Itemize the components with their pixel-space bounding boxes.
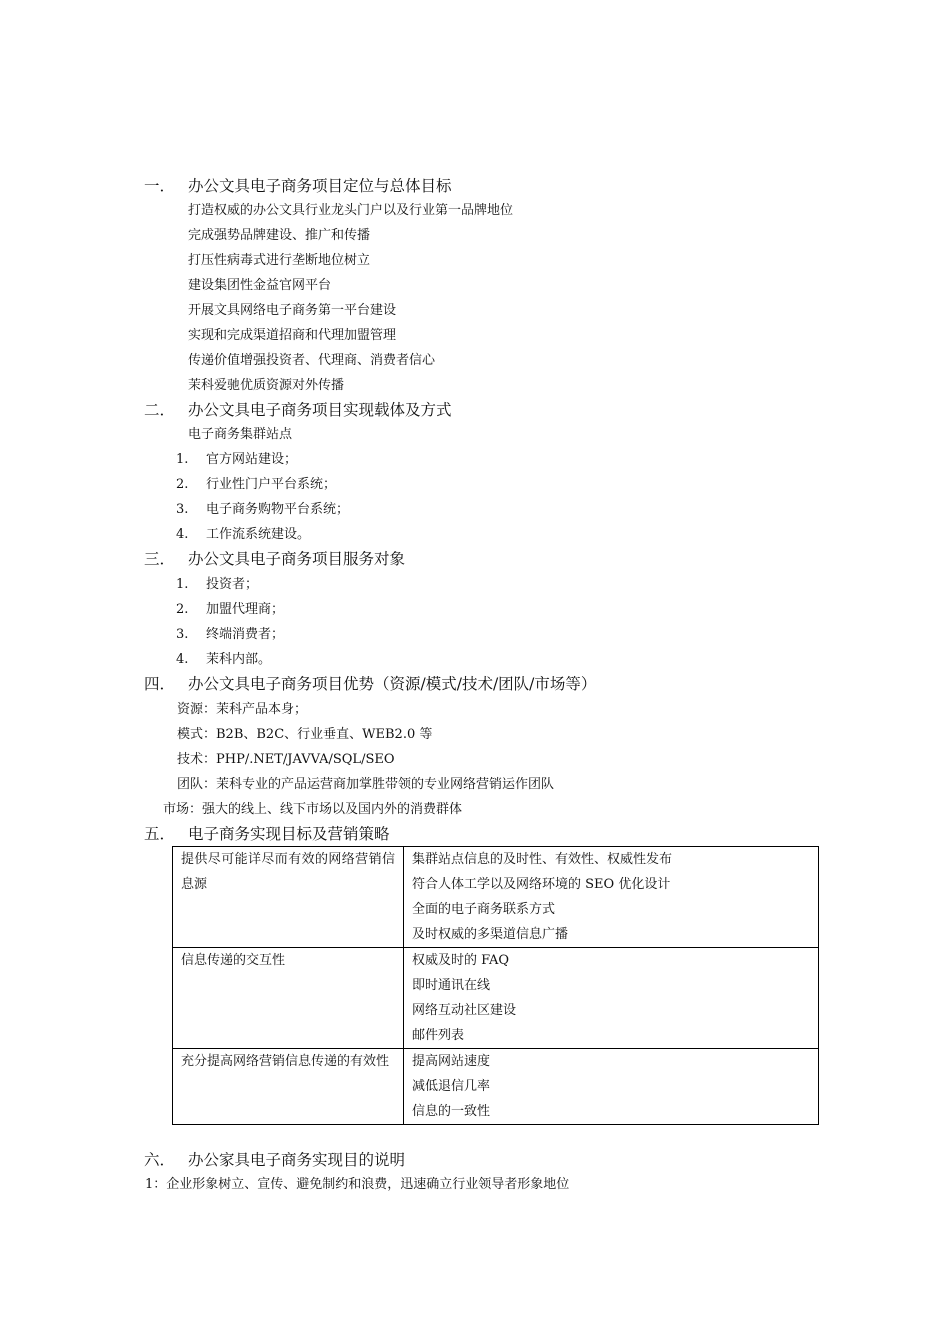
item-text: 终端消费者； — [206, 627, 285, 642]
advantage-item: 技术：PHP/.NET/JAVVA/SQL/SEO — [177, 752, 395, 767]
numbered-item — [176, 500, 349, 520]
strategy-item: 网络互动社区建设 — [412, 1003, 517, 1018]
item-text: 茉科内部。 — [206, 652, 272, 667]
section-heading-1 — [144, 175, 452, 197]
section-heading-2 — [144, 399, 452, 421]
numbered-item — [176, 575, 258, 595]
item-text: 工作流系统建设。 — [206, 527, 311, 542]
list-item: 实现和完成渠道招商和代理加盟管理 — [188, 328, 397, 343]
section-heading-4 — [144, 673, 596, 695]
numbered-item — [176, 600, 284, 620]
section-heading-3 — [144, 548, 405, 570]
strategy-item: 减低退信几率 — [412, 1079, 491, 1094]
strategy-item: 符合人体工学以及网络环境的 SEO 优化设计 — [412, 877, 671, 892]
numbered-item — [176, 475, 336, 495]
strategy-item: 全面的电子商务联系方式 — [412, 902, 556, 917]
section-number: 三． — [144, 550, 176, 568]
strategy-item: 信息的一致性 — [412, 1104, 491, 1119]
item-text: 电子商务购物平台系统； — [206, 502, 350, 517]
item-text: 官方网站建设； — [206, 452, 298, 467]
advantage-item: 资源：茉科产品本身； — [177, 702, 308, 717]
item-text: 行业性门户平台系统； — [206, 477, 337, 492]
section-title: 办公家具电子商务实现目的说明 — [188, 1151, 406, 1169]
list-item: 建设集团性金益官网平台 — [188, 278, 332, 293]
numbered-item — [176, 650, 271, 670]
section-intro: 电子商务集群站点 — [188, 427, 293, 442]
goal-cell: 信息传递的交互性 — [173, 948, 404, 1049]
strategy-cell — [404, 847, 819, 948]
section-number: 六． — [144, 1151, 176, 1169]
item-number: 1. — [176, 452, 189, 467]
item-number: 3. — [176, 502, 189, 517]
numbered-item — [176, 525, 310, 545]
table-row — [173, 948, 819, 1049]
item-number: 3. — [176, 627, 189, 642]
item-number: 4. — [176, 652, 189, 667]
item-text: 投资者； — [206, 577, 259, 592]
list-item: 开展文具网络电子商务第一平台建设 — [188, 303, 397, 318]
strategy-item: 权威及时的 FAQ — [412, 953, 510, 968]
item-text: 加盟代理商； — [206, 602, 285, 617]
section-title: 办公文具电子商务项目定位与总体目标 — [188, 177, 452, 195]
table-row — [173, 1049, 819, 1125]
goal-cell: 提供尽可能详尽而有效的网络营销信息源 — [173, 847, 404, 948]
section-number: 四． — [144, 675, 176, 693]
section-heading-6 — [144, 1149, 405, 1171]
strategy-item: 集群站点信息的及时性、有效性、权威性发布 — [412, 852, 673, 867]
section-number: 二． — [144, 401, 176, 419]
section-title: 办公文具电子商务项目服务对象 — [188, 550, 406, 568]
section-number: 五． — [144, 825, 176, 843]
strategy-item: 邮件列表 — [412, 1028, 465, 1043]
list-item: 打压性病毒式进行垄断地位树立 — [188, 253, 371, 268]
strategy-item: 及时权威的多渠道信息广播 — [412, 927, 569, 942]
section-number: 一． — [144, 177, 176, 195]
section-heading-5 — [144, 823, 390, 845]
advantage-item: 市场：强大的线上、线下市场以及国内外的消费群体 — [163, 802, 463, 817]
item-number: 4. — [176, 527, 189, 542]
section-title: 办公文具电子商务项目优势（资源/模式/技术/团队/市场等） — [188, 675, 597, 693]
numbered-item — [176, 450, 297, 470]
advantage-item: 团队：茉科专业的产品运营商加掌胜带领的专业网络营销运作团队 — [177, 777, 555, 792]
item-number: 1. — [176, 577, 189, 592]
strategy-cell — [404, 1049, 819, 1125]
strategy-table — [172, 846, 819, 1125]
numbered-item — [176, 625, 284, 645]
strategy-item: 即时通讯在线 — [412, 978, 491, 993]
list-item: 茉科爱驰优质资源对外传播 — [188, 378, 345, 393]
goal-cell: 充分提高网络营销信息传递的有效性 — [173, 1049, 404, 1125]
section-title: 办公文具电子商务项目实现载体及方式 — [188, 401, 452, 419]
item-number: 2. — [176, 477, 189, 492]
purpose-item: 1：企业形象树立、宣传、避免制约和浪费，迅速确立行业领导者形象地位 — [145, 1177, 570, 1192]
strategy-cell — [404, 948, 819, 1049]
list-item: 打造权威的办公文具行业龙头门户以及行业第一品牌地位 — [188, 203, 514, 218]
item-number: 2. — [176, 602, 189, 617]
list-item: 完成强势品牌建设、推广和传播 — [188, 228, 371, 243]
advantage-item: 模式：B2B、B2C、行业垂直、WEB2.0 等 — [177, 727, 433, 742]
table-row — [173, 847, 819, 948]
strategy-item: 提高网站速度 — [412, 1054, 491, 1069]
list-item: 传递价值增强投资者、代理商、消费者信心 — [188, 353, 436, 368]
section-title: 电子商务实现目标及营销策略 — [188, 825, 390, 843]
